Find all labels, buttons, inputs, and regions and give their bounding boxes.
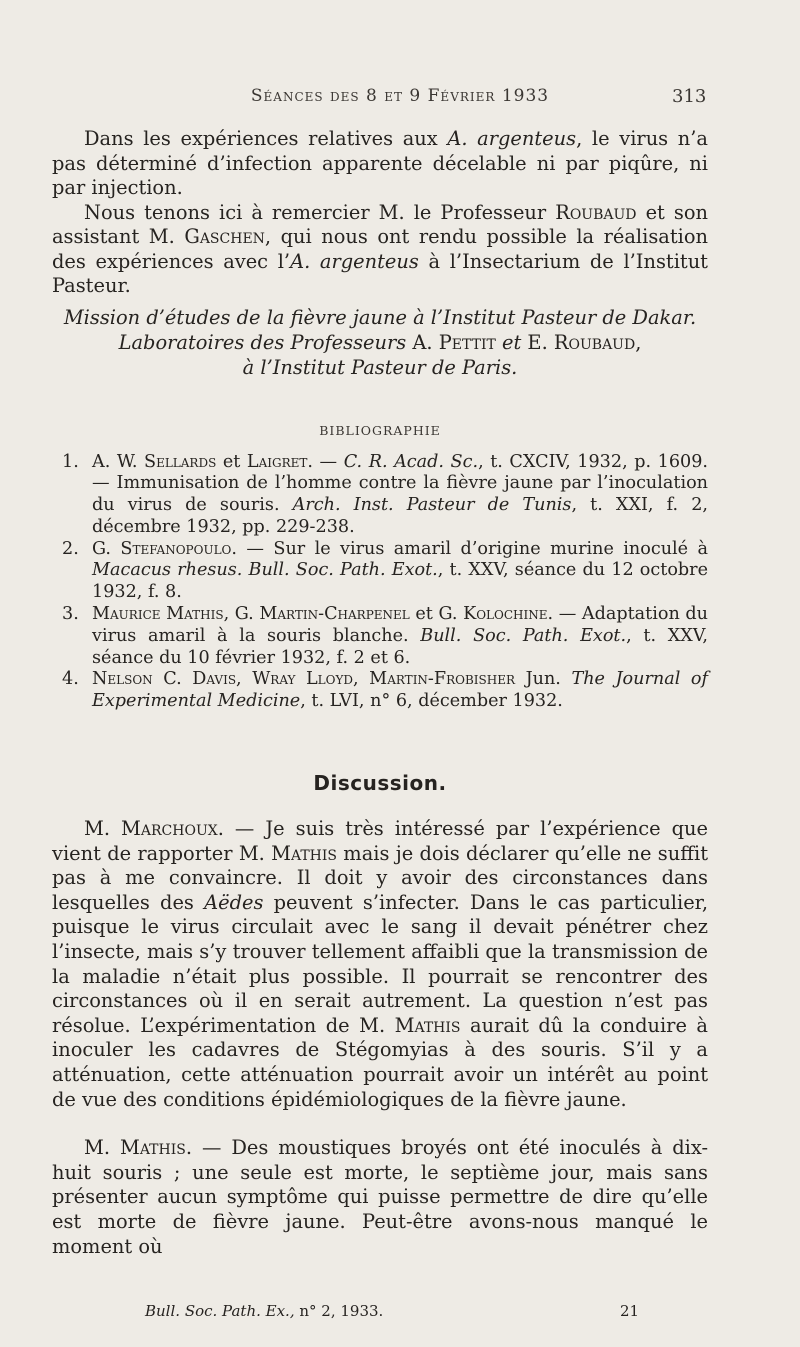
person-name: Mathis bbox=[271, 841, 338, 865]
text-run: , qui nous ont rendu possible la réalisation des expériences avec l’ bbox=[52, 225, 708, 273]
discussion-heading: Discussion. bbox=[313, 771, 447, 796]
text-run: et bbox=[495, 330, 528, 354]
ref-number: 1. bbox=[62, 451, 79, 472]
ref-journal: C. R. Acad. Sc. bbox=[343, 451, 479, 472]
text-run: Jun. bbox=[515, 669, 572, 690]
text-run: peuvent s’infecter. Dans le cas particulier, puisque le virus circulait avec le sang il devait pénétrer chez l’insecte, mais s’y trouver tellement affaibli que la transmission de la maladie n’était plus possible. Il pourrait se rencontrer des circonstances où il en serait autrement. La question n’est pas résolue. L’expérimentation de M. bbox=[52, 890, 708, 1037]
text-run: n° 2, 1933. bbox=[294, 1302, 384, 1320]
ref-number: 3. bbox=[62, 604, 79, 625]
text-run: , le virus n’a pas déterminé d’infection apparente décelable ni par piqûre, ni par injection. bbox=[52, 127, 708, 199]
text-run: . — Des moustiques broyés ont été inoculés à dix-huit souris ; une seule est morte, le septième jour, mais sans présenter aucun symptôme qui puisse permettre de dire qu’elle est morte de fièvre jaune. Peut-être avons-nous manqué le moment où bbox=[52, 1136, 708, 1258]
running-head: Séances des 8 et 9 Février 1933 bbox=[250, 86, 550, 106]
signature-mark: 21 bbox=[620, 1302, 640, 1320]
text-run: , t. LVI, n° 6, décember 1932. bbox=[300, 691, 563, 712]
text-run: Nous tenons ici à remercier M. le Professeur bbox=[84, 200, 556, 224]
person-name: E. Roubaud, bbox=[527, 330, 642, 354]
paragraph-acknowledgements bbox=[52, 201, 708, 299]
species-name: A. argenteus bbox=[447, 127, 577, 150]
speaker-name: M. Mathis bbox=[84, 1136, 186, 1160]
text-run: à l’Insectarium de l’Institut Pasteur. bbox=[52, 249, 708, 297]
ref-number: 2. bbox=[62, 538, 79, 559]
ref-authors: A. W. Sellards bbox=[92, 451, 217, 472]
bibliography-entry bbox=[52, 539, 708, 604]
text-run: . — Je suis très intéressé par l’expérience que vient de rapporter M. bbox=[52, 817, 709, 865]
person-name: Mathis bbox=[394, 1013, 461, 1037]
affiliation-line-1: Mission d’études de la fièvre jaune à l’Institut Pasteur de Dakar. bbox=[63, 305, 697, 329]
ref-authors: G. Stefanopoulo bbox=[92, 538, 232, 559]
species-name: A. argenteus bbox=[290, 249, 419, 273]
ref-authors: G. Kolochine bbox=[438, 604, 548, 625]
ref-authors: Laigret bbox=[246, 451, 308, 472]
affiliation-line-2 bbox=[52, 330, 708, 355]
text-run: . — Adaptation du virus amaril à la souris blanche. bbox=[92, 604, 708, 646]
text-run: Laboratoires des Professeurs bbox=[118, 330, 413, 354]
text-run: et son assistant M. bbox=[52, 200, 708, 248]
speaker-name: M. Marchoux bbox=[84, 817, 218, 841]
ref-authors: Nelson C. Davis, Wray Lloyd, Martin-Frobisher bbox=[92, 669, 515, 690]
text-run: . — bbox=[307, 451, 344, 472]
page-header bbox=[0, 86, 800, 112]
text-run: Dans les expériences relatives aux bbox=[84, 127, 448, 150]
paragraph-argenteus-results bbox=[52, 127, 708, 201]
bibliography-entry bbox=[52, 604, 708, 669]
text-run: , t. XXV, séance du 10 février 1932, f. 2 et 6. bbox=[92, 625, 709, 668]
bibliography-heading: BIBLIOGRAPHIE bbox=[319, 422, 441, 438]
ref-number: 4. bbox=[62, 669, 79, 690]
text-run: , t. XXI, f. 2, décembre 1932, pp. 229-238. bbox=[92, 495, 708, 537]
ref-authors: Maurice Mathis, G. Martin-Charpenel bbox=[92, 604, 410, 625]
person-name: Gaschen bbox=[184, 225, 265, 248]
text-run: mais je dois déclarer qu’elle ne suffit pas à me convaincre. Il doit y avoir des circonstances dans lesquelles des bbox=[52, 841, 709, 914]
ref-journal: Macacus rhesus. Bull. Soc. Path. Exot. bbox=[92, 560, 438, 581]
text-run: . — Sur le virus amaril d’origine murine inoculé à bbox=[231, 538, 708, 559]
affiliation-block bbox=[52, 305, 708, 380]
ref-journal: The Journal of Experimental Medicine bbox=[92, 669, 709, 712]
text-run: et bbox=[409, 604, 439, 625]
page-number: 313 bbox=[672, 86, 707, 107]
person-name: Roubaud bbox=[555, 200, 637, 224]
bibliography-entry bbox=[52, 669, 708, 713]
person-name: A. Pettit bbox=[412, 330, 496, 354]
text-run: aurait dû la conduire à inoculer les cadavres de Stégomyias à des souris. S’il y a atténuation, cette atténuation pourrait avoir un intérêt au point de vue des conditions épidémiologiques de la fièvre jaune. bbox=[52, 1013, 708, 1111]
footer-citation bbox=[145, 1302, 383, 1320]
discussion-paragraph-marchoux bbox=[52, 817, 708, 1112]
page-footer bbox=[0, 1302, 800, 1326]
affiliation-line-3: à l’Institut Pasteur de Paris. bbox=[242, 355, 518, 379]
text-run: , t. CXCIV, 1932, p. 1609. — Immunisation de l’homme contre la fièvre jaune par l’inoculation du virus de souris. bbox=[92, 451, 709, 516]
ref-journal: Bull. Soc. Path. Exot. bbox=[420, 625, 627, 646]
bibliography-entry bbox=[52, 452, 708, 539]
page-body bbox=[52, 127, 708, 1259]
discussion-paragraph-mathis bbox=[52, 1136, 708, 1259]
text-run: Bull. Soc. Path. Ex., bbox=[145, 1302, 295, 1320]
ref-journal: Arch. Inst. Pasteur de Tunis bbox=[292, 495, 572, 516]
text-run: et bbox=[216, 451, 247, 472]
genus-name: Aëdes bbox=[204, 890, 264, 914]
text-run: , t. XXV, séance du 12 octobre 1932, f. 8. bbox=[92, 560, 708, 603]
